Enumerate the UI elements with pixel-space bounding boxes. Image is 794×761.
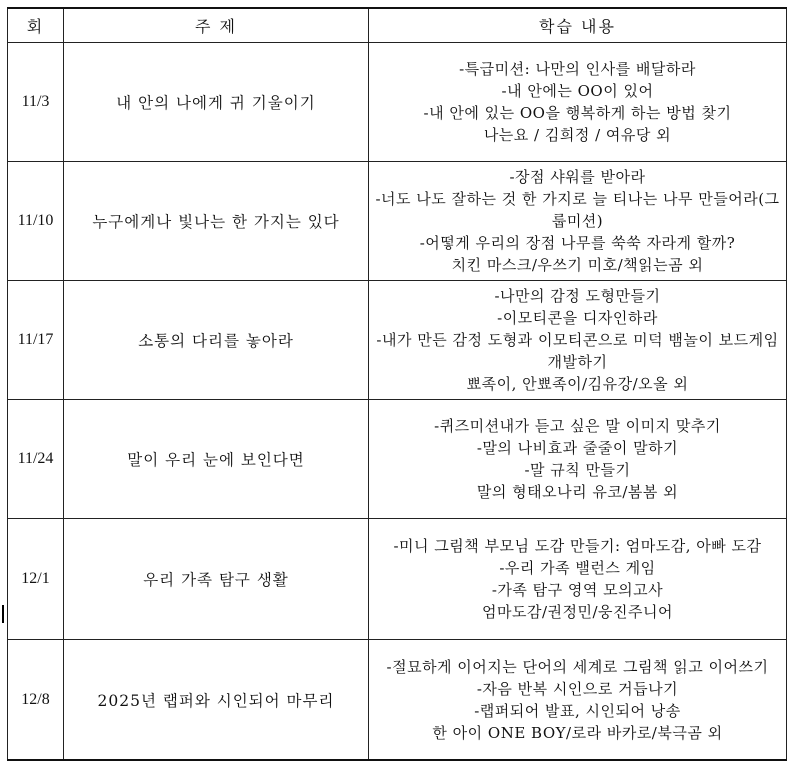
header-row xyxy=(8,8,787,43)
book-reference: 엄마도감/권정민/웅진주니어 xyxy=(482,603,673,621)
table-row xyxy=(8,400,787,519)
session-topic: 말이 우리 눈에 보인다면 xyxy=(64,400,369,519)
table-row xyxy=(8,519,787,640)
table-row xyxy=(8,162,787,281)
content-line: -말 규칙 만들기 xyxy=(524,461,631,479)
content-line: -어떻게 우리의 장점 나무를 쑥쑥 자라게 할까? xyxy=(419,234,736,252)
content-line: -나만의 감정 도형만들기 xyxy=(494,287,661,305)
table-row xyxy=(8,43,787,162)
content-line: -특급미션: 나만의 인사를 배달하라 xyxy=(459,60,696,78)
session-date: 11/24 xyxy=(8,400,64,519)
content-line: -너도 나도 잘하는 것 한 가지로 늘 티나는 나무 만들어라(그룹미션) xyxy=(375,190,780,230)
session-date: 11/3 xyxy=(8,43,64,162)
session-content xyxy=(369,281,787,400)
content-line: -우리 가족 밸런스 게임 xyxy=(499,559,656,577)
book-reference: 치킨 마스크/우쓰기 미호/책읽는곰 외 xyxy=(451,256,704,274)
session-content xyxy=(369,162,787,281)
session-date: 11/17 xyxy=(8,281,64,400)
session-topic: 2025년 랩퍼와 시인되어 마무리 xyxy=(64,640,369,761)
text-cursor xyxy=(2,605,4,623)
header-topic: 주 제 xyxy=(64,8,369,43)
header-content: 학습 내용 xyxy=(369,8,787,43)
content-line: -랩퍼되어 발표, 시인되어 낭송 xyxy=(474,701,681,720)
session-date: 12/8 xyxy=(8,640,64,761)
session-topic: 누구에게나 빛나는 한 가지는 있다 xyxy=(64,162,369,281)
header-session: 회 xyxy=(8,8,64,43)
content-line: -절묘하게 이어지는 단어의 세계로 그림책 읽고 이어쓰기 xyxy=(386,657,769,676)
book-reference: 말의 형태오나리 유코/봄봄 외 xyxy=(476,483,679,501)
content-line: -자음 반복 시인으로 거듭나기 xyxy=(476,679,679,698)
book-reference: 한 아이 ONE BOY/로라 바카로/북극곰 외 xyxy=(432,723,723,742)
book-reference: 나는요 / 김희정 / 여유당 외 xyxy=(483,126,672,144)
content-line: -내 안에는 OO이 있어 xyxy=(501,82,654,100)
content-line: -말의 나비효과 줄줄이 말하기 xyxy=(476,439,679,457)
session-content xyxy=(369,519,787,640)
session-topic: 우리 가족 탐구 생활 xyxy=(64,519,369,640)
session-date: 11/10 xyxy=(8,162,64,281)
session-topic: 내 안의 나에게 귀 기울이기 xyxy=(64,43,369,162)
session-date: 12/1 xyxy=(8,519,64,640)
content-line: -퀴즈미션내가 듣고 싶은 말 이미지 맞추기 xyxy=(434,417,721,435)
curriculum-table xyxy=(7,7,787,761)
book-reference: 뾰족이, 안뾰족이/김유강/오올 외 xyxy=(466,375,689,393)
content-line: -가족 탐구 영역 모의고사 xyxy=(491,581,664,599)
session-topic: 소통의 다리를 놓아라 xyxy=(64,281,369,400)
content-line: -미니 그림책 부모님 도감 만들기: 엄마도감, 아빠 도감 xyxy=(393,537,762,555)
table-row xyxy=(8,281,787,400)
table-row xyxy=(8,640,787,761)
content-line: -장점 샤워를 받아라 xyxy=(509,168,646,186)
session-content xyxy=(369,43,787,162)
session-content xyxy=(369,400,787,519)
content-line: -내가 만든 감정 도형과 이모티콘으로 미덕 뱀놀이 보드게임 개발하기 xyxy=(376,331,779,371)
content-line: -이모티콘을 디자인하라 xyxy=(497,309,658,327)
content-line: -내 안에 있는 OO을 행복하게 하는 방법 찾기 xyxy=(423,104,732,122)
session-content xyxy=(369,640,787,761)
